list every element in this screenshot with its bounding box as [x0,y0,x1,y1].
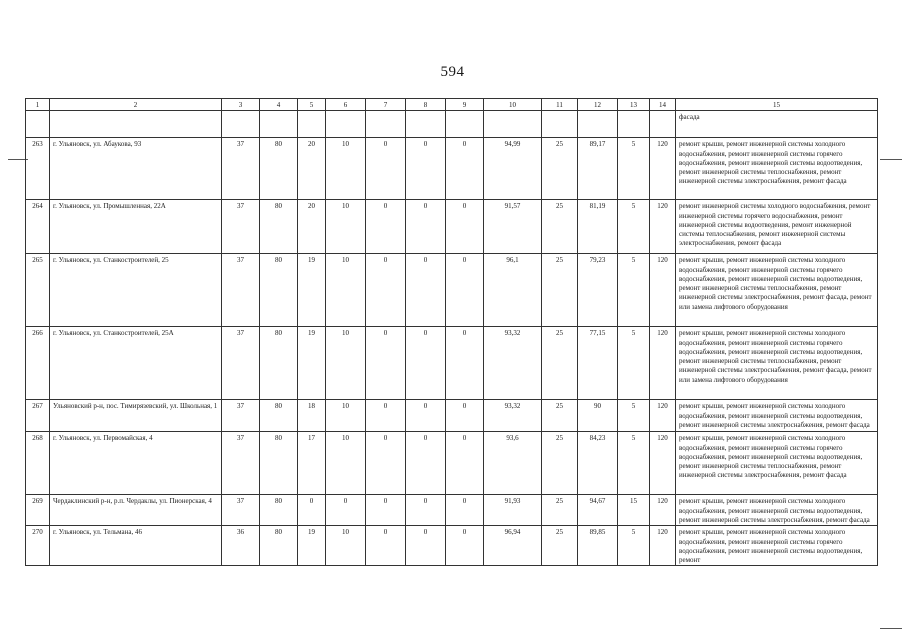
value-cell-c9: 0 [446,327,484,400]
value-cell-c3: 37 [222,254,260,327]
value-cell-c11: 25 [542,526,578,566]
value-cell-c6: 10 [326,200,366,254]
value-cell-c3: 37 [222,327,260,400]
address-cell: г. Ульяновск, ул. Станкостроителей, 25А [50,327,222,400]
value-cell-c7: 0 [366,327,406,400]
margin-mark-bottom [880,628,902,629]
value-cell-c4: 80 [260,138,298,200]
address-cell: Ульяновский р-н, пос. Тимирязевский, ул. Школьная, 1 [50,400,222,432]
value-cell-c12: 89,17 [578,138,618,200]
value-cell-c9: 0 [446,432,484,495]
value-cell-c9: 0 [446,254,484,327]
value-cell-c10: 91,93 [484,495,542,526]
value-cell-c5: 20 [298,200,326,254]
address-cell: г. Ульяновск, ул. Промышленная, 22А [50,200,222,254]
value-cell-c13: 5 [618,400,650,432]
value-cell-c10: 96,1 [484,254,542,327]
row-number-cell: 270 [26,526,50,566]
value-cell-c12: 77,15 [578,327,618,400]
value-cell-c5: 19 [298,327,326,400]
value-cell-c13: 5 [618,327,650,400]
value-cell-c7: 0 [366,526,406,566]
value-cell-c8: 0 [406,400,446,432]
header-cell: 1 [26,99,50,111]
value-cell-c4: 80 [260,254,298,327]
works-cell: ремонт крыши, ремонт инженерной системы холодного водоснабжения, ремонт инженерной системы горячего водоснабжения, ремонт инженерной системы водоотведения, ремонт инженерной системы теплоснабжения, ремонт инженерной системы электроснабжения, ремонт фасада, ремонт или замена лифтового оборудования [676,327,878,400]
value-cell-c12: 79,23 [578,254,618,327]
capital-repair-table [25,98,878,566]
value-cell-c4: 80 [260,400,298,432]
works-cell: ремонт крыши, ремонт инженерной системы холодного водоснабжения, ремонт инженерной системы водоотведения, ремонт инженерной системы электроснабжения, ремонт фасада [676,400,878,432]
works-cell: ремонт крыши, ремонт инженерной системы холодного водоснабжения, ремонт инженерной системы водоотведения, ремонт инженерной системы электроснабжения, ремонт фасада [676,495,878,526]
header-cell: 2 [50,99,222,111]
value-cell-c13: 15 [618,495,650,526]
table-row [26,495,878,526]
works-cell: ремонт крыши, ремонт инженерной системы холодного водоснабжения, ремонт инженерной системы горячего водоснабжения, ремонт инженерной системы водоотведения, ремонт инженерной системы теплоснабжения, ремонт инженерной системы электроснабжения, ремонт фасада [676,432,878,495]
value-cell-c7: 0 [366,138,406,200]
continuation-row [26,111,878,138]
value-cell-c5: 19 [298,526,326,566]
value-cell-c11: 25 [542,254,578,327]
header-cell: 9 [446,99,484,111]
header-cell: 14 [650,99,676,111]
value-cell-c10: 96,94 [484,526,542,566]
value-cell-c8: 0 [406,495,446,526]
value-cell-c5: 20 [298,138,326,200]
value-cell-c5: 17 [298,432,326,495]
value-cell-c3: 36 [222,526,260,566]
value-cell-c12: 94,67 [578,495,618,526]
value-cell-c13: 5 [618,254,650,327]
value-cell-c9: 0 [446,138,484,200]
value-cell-c14: 120 [650,432,676,495]
value-cell-c9: 0 [446,495,484,526]
value-cell-c5: 19 [298,254,326,327]
value-cell-c10: 91,57 [484,200,542,254]
row-number-cell: 267 [26,400,50,432]
value-cell-c6: 10 [326,327,366,400]
header-cell: 11 [542,99,578,111]
value-cell-c14: 120 [650,400,676,432]
value-cell-c13: 5 [618,200,650,254]
value-cell-c7: 0 [366,400,406,432]
value-cell-c4: 80 [260,200,298,254]
value-cell-c13: 5 [618,432,650,495]
value-cell-c12: 90 [578,400,618,432]
table-row [26,327,878,400]
value-cell-c8: 0 [406,200,446,254]
value-cell-c5: 18 [298,400,326,432]
value-cell-c11: 25 [542,495,578,526]
value-cell-c11: 25 [542,432,578,495]
address-cell: г. Ульяновск, ул. Первомайская, 4 [50,432,222,495]
value-cell-c8: 0 [406,432,446,495]
header-cell: 4 [260,99,298,111]
value-cell-c11: 25 [542,200,578,254]
table-row [26,254,878,327]
row-number-cell: 264 [26,200,50,254]
header-cell: 7 [366,99,406,111]
value-cell-c14: 120 [650,327,676,400]
table-row [26,400,878,432]
value-cell-c9: 0 [446,200,484,254]
value-cell-c4: 80 [260,495,298,526]
value-cell-c9: 0 [446,400,484,432]
row-number-cell: 268 [26,432,50,495]
header-cell: 6 [326,99,366,111]
value-cell-c3: 37 [222,400,260,432]
works-cell: фасада [676,111,878,138]
value-cell-c7: 0 [366,254,406,327]
value-cell-c10: 94,99 [484,138,542,200]
value-cell-c6: 10 [326,526,366,566]
row-number-cell: 265 [26,254,50,327]
works-cell: ремонт крыши, ремонт инженерной системы холодного водоснабжения, ремонт инженерной системы горячего водоснабжения, ремонт инженерной системы водоотведения, ремонт инженерной системы теплоснабжения, ремонт инженерной системы электроснабжения, ремонт фасада, ремонт или замена лифтового оборудования [676,254,878,327]
value-cell-c14: 120 [650,495,676,526]
row-number-cell: 263 [26,138,50,200]
value-cell-c4: 80 [260,327,298,400]
value-cell-c3: 37 [222,200,260,254]
value-cell-c10: 93,32 [484,400,542,432]
value-cell-c6: 10 [326,432,366,495]
value-cell-c7: 0 [366,495,406,526]
value-cell-c14: 120 [650,254,676,327]
address-cell: г. Ульяновск, ул. Станкостроителей, 25 [50,254,222,327]
value-cell-c6: 0 [326,495,366,526]
works-cell: ремонт крыши, ремонт инженерной системы холодного водоснабжения, ремонт инженерной системы горячего водоснабжения, ремонт инженерной системы водоотведения, ремонт [676,526,878,566]
value-cell-c13: 5 [618,138,650,200]
table-row [26,138,878,200]
value-cell-c4: 80 [260,432,298,495]
value-cell-c8: 0 [406,526,446,566]
header-cell: 3 [222,99,260,111]
value-cell-c3: 37 [222,495,260,526]
header-cell: 10 [484,99,542,111]
works-cell: ремонт крыши, ремонт инженерной системы холодного водоснабжения, ремонт инженерной системы горячего водоснабжения, ремонт инженерной системы водоотведения, ремонт инженерной системы теплоснабжения, ремонт инженерной системы электроснабжения, ремонт фасада [676,138,878,200]
table-row [26,200,878,254]
value-cell-c12: 81,19 [578,200,618,254]
address-cell: Чердаклинский р-н, р.п. Чердаклы, ул. Пионерская, 4 [50,495,222,526]
row-number-cell: 269 [26,495,50,526]
header-row [26,99,878,111]
value-cell-c6: 10 [326,254,366,327]
value-cell-c8: 0 [406,138,446,200]
header-cell: 15 [676,99,878,111]
value-cell-c5: 0 [298,495,326,526]
value-cell-c6: 10 [326,138,366,200]
value-cell-c9: 0 [446,526,484,566]
value-cell-c3: 37 [222,138,260,200]
margin-mark-right [880,159,902,160]
value-cell-c12: 89,85 [578,526,618,566]
header-cell: 12 [578,99,618,111]
header-cell: 8 [406,99,446,111]
value-cell-c6: 10 [326,400,366,432]
value-cell-c7: 0 [366,432,406,495]
table-row [26,526,878,566]
value-cell-c10: 93,6 [484,432,542,495]
page-number: 594 [440,64,465,80]
row-number-cell: 266 [26,327,50,400]
header-cell: 5 [298,99,326,111]
address-cell: г. Ульяновск, ул. Тельмана, 46 [50,526,222,566]
value-cell-c8: 0 [406,327,446,400]
value-cell-c3: 37 [222,432,260,495]
value-cell-c14: 120 [650,200,676,254]
value-cell-c7: 0 [366,200,406,254]
works-cell: ремонт инженерной системы холодного водоснабжения, ремонт инженерной системы горячего водоснабжения, ремонт инженерной системы водоотведения, ремонт инженерной системы теплоснабжения, ремонт инженерной системы электроснабжения, ремонт фасада [676,200,878,254]
header-cell: 13 [618,99,650,111]
value-cell-c11: 25 [542,400,578,432]
value-cell-c4: 80 [260,526,298,566]
value-cell-c14: 120 [650,138,676,200]
address-cell: г. Ульяновск, ул. Абаукова, 93 [50,138,222,200]
value-cell-c8: 0 [406,254,446,327]
value-cell-c12: 84,23 [578,432,618,495]
value-cell-c13: 5 [618,526,650,566]
value-cell-c11: 25 [542,138,578,200]
value-cell-c10: 93,32 [484,327,542,400]
table-row [26,432,878,495]
value-cell-c11: 25 [542,327,578,400]
value-cell-c14: 120 [650,526,676,566]
